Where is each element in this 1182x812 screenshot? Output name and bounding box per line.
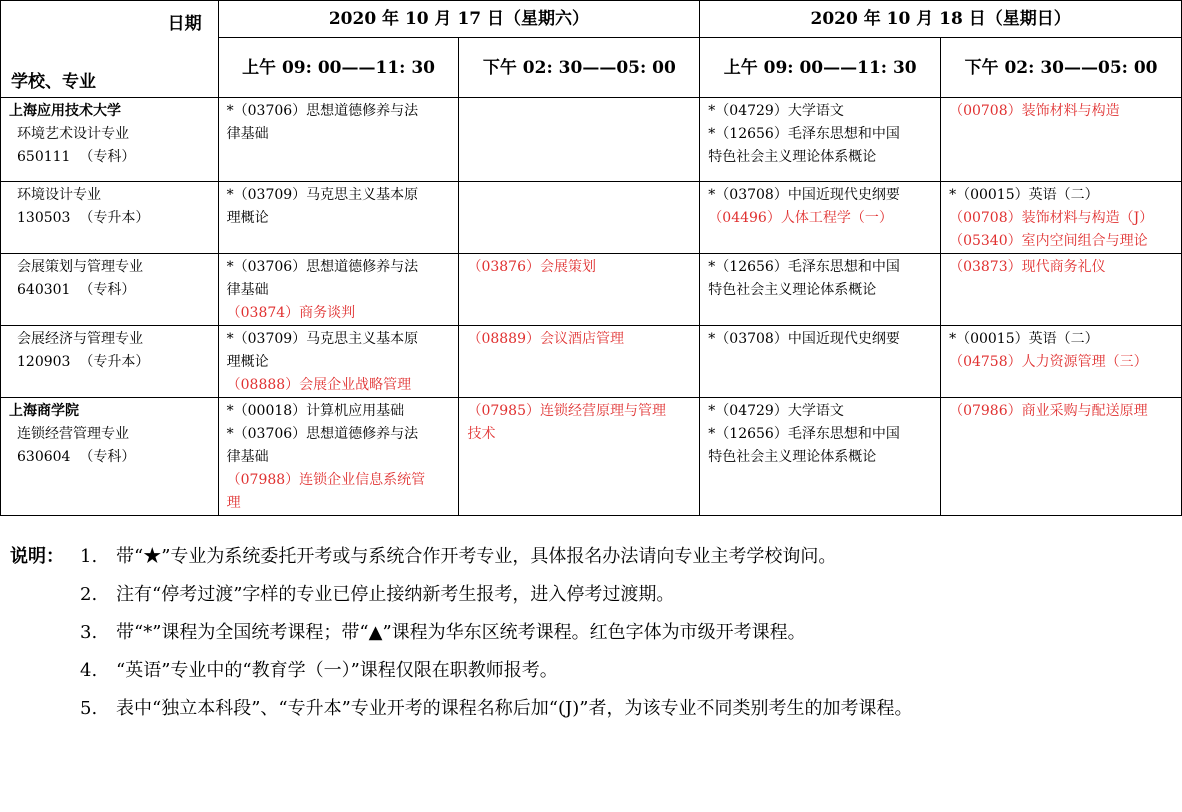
course-line: 理 [226, 495, 241, 511]
course-line: *（03706）思想道德修养与法 [226, 259, 419, 275]
course-line: 理概论 [226, 210, 269, 226]
major-code: 650111 （专科） [17, 149, 136, 165]
school-major-cell [1, 398, 219, 516]
major-name: 连锁经营管理专业 [17, 426, 129, 442]
schedule-cell-d1pm [459, 326, 700, 398]
schedule-cell-d2pm [941, 398, 1182, 516]
course-line: （00708）装饰材料与构造 [949, 103, 1120, 119]
course-line: *（04729）大学语文 [708, 103, 844, 119]
note-text: “英语”专业中的“教育学（一）”课程仅限在职教师报考。 [116, 660, 558, 681]
notes-section [10, 538, 912, 728]
course-line: （05340）室内空间组合与理论 [949, 233, 1148, 249]
course-line: *（03706）思想道德修养与法 [226, 103, 419, 119]
major-name: 环境设计专业 [17, 187, 101, 203]
note-number: 3. [80, 622, 98, 643]
day1-header: 2020 年 10 月 17 日（星期六） [218, 1, 700, 38]
notes-label: 说明： [10, 546, 64, 567]
course-line: 特色社会主义理论体系概论 [708, 149, 877, 165]
note-item [10, 652, 912, 690]
course-line: *（12656）毛泽东思想和中国 [708, 426, 900, 442]
major-code: 130503 （专升本） [17, 210, 150, 226]
course-line: （03873）现代商务礼仪 [949, 259, 1106, 275]
schedule-cell-d1pm [459, 254, 700, 326]
course-line: （08888）会展企业战略管理 [226, 377, 412, 393]
course-line: （00708）装饰材料与构造（J） [949, 210, 1154, 226]
table-row [1, 398, 1182, 516]
date-column-label: 日期 [167, 14, 202, 34]
schedule-cell-d2am [700, 182, 941, 254]
course-line: *（00018）计算机应用基础 [226, 403, 405, 419]
header-corner-cell [1, 1, 219, 98]
course-line: （04758）人力资源管理（三） [949, 354, 1148, 370]
schedule-cell-d1am [218, 182, 459, 254]
note-text: 表中“独立本科段”、“专升本”专业开考的课程名称后加“(J)”者，为该专业不同类别考生的加考课程。 [116, 698, 913, 719]
table-row [1, 182, 1182, 254]
major-name: 会展策划与管理专业 [17, 259, 143, 275]
course-line: 技术 [467, 426, 496, 442]
schedule-cell-d1pm [459, 182, 700, 254]
course-line: *（12656）毛泽东思想和中国 [708, 126, 900, 142]
schedule-cell-d1am [218, 398, 459, 516]
day2-header: 2020 年 10 月 18 日（星期日） [700, 1, 1182, 38]
school-major-column-label: 学校、专业 [11, 72, 96, 92]
schedule-cell-d2am [700, 398, 941, 516]
course-line: *（00015）英语（二） [949, 331, 1099, 347]
school-name: 上海应用技术大学 [9, 103, 121, 119]
schedule-cell-d2pm [941, 254, 1182, 326]
course-line: （08889）会议酒店管理 [467, 331, 624, 347]
major-code: 630604 （专科） [17, 449, 136, 465]
school-major-cell [1, 254, 219, 326]
course-line: *（00015）英语（二） [949, 187, 1099, 203]
table-row [1, 254, 1182, 326]
school-major-cell [1, 98, 219, 182]
school-name: 上海商学院 [9, 403, 79, 419]
major-code: 120903 （专升本） [17, 354, 150, 370]
note-text: 带“★”专业为系统委托开考或与系统合作开考专业，具体报名办法请向专业主考学校询问。 [116, 546, 837, 567]
course-line: *（03708）中国近现代史纲要 [708, 187, 900, 203]
header-row-days [1, 1, 1182, 38]
day1-am-header: 上午 09: 00——11: 30 [218, 38, 459, 98]
course-line: （07985）连锁经营原理与管理 [467, 403, 666, 419]
schedule-cell-d2am [700, 254, 941, 326]
course-line: 特色社会主义理论体系概论 [708, 282, 877, 298]
schedule-cell-d1am [218, 98, 459, 182]
note-item [10, 576, 912, 614]
major-name: 环境艺术设计专业 [17, 126, 129, 142]
course-line: 律基础 [226, 282, 269, 298]
schedule-cell-d2pm [941, 326, 1182, 398]
schedule-cell-d1pm [459, 398, 700, 516]
day2-pm-header: 下午 02: 30——05: 00 [941, 38, 1182, 98]
schedule-cell-d1am [218, 254, 459, 326]
course-line: *（03706）思想道德修养与法 [226, 426, 419, 442]
note-number: 4. [80, 660, 98, 681]
course-line: *（12656）毛泽东思想和中国 [708, 259, 900, 275]
schedule-cell-d2am [700, 326, 941, 398]
course-line: （03874）商务谈判 [226, 305, 356, 321]
table-row [1, 326, 1182, 398]
schedule-cell-d1am [218, 326, 459, 398]
note-number: 1. [80, 546, 98, 567]
course-line: *（03708）中国近现代史纲要 [708, 331, 900, 347]
schedule-cell-d2am [700, 98, 941, 182]
course-line: 律基础 [226, 126, 269, 142]
course-line: *（03709）马克思主义基本原 [226, 187, 419, 203]
course-line: 律基础 [226, 449, 269, 465]
schedule-cell-d2pm [941, 98, 1182, 182]
school-major-cell [1, 326, 219, 398]
school-major-cell [1, 182, 219, 254]
course-line: （04496）人体工程学（一） [708, 210, 893, 226]
note-number: 2. [80, 584, 98, 605]
note-item [10, 538, 912, 576]
note-item [10, 614, 912, 652]
note-text: 注有“停考过渡”字样的专业已停止接纳新考生报考，进入停考过渡期。 [116, 584, 675, 605]
note-text: 带“*”课程为全国统考课程；带“▲”课程为华东区统考课程。红色字体为市级开考课程。 [116, 622, 806, 643]
day1-pm-header: 下午 02: 30——05: 00 [459, 38, 700, 98]
course-line: 理概论 [226, 354, 269, 370]
course-line: *（03709）马克思主义基本原 [226, 331, 419, 347]
table-row [1, 98, 1182, 182]
note-number: 5. [80, 698, 98, 719]
major-code: 640301 （专科） [17, 282, 136, 298]
course-line: （03876）会展策划 [467, 259, 596, 275]
course-line: （07986）商业采购与配送原理 [949, 403, 1148, 419]
note-item [10, 690, 912, 728]
course-line: （07988）连锁企业信息系统管 [226, 472, 426, 488]
schedule-cell-d2pm [941, 182, 1182, 254]
schedule-cell-d1pm [459, 98, 700, 182]
course-line: *（04729）大学语文 [708, 403, 844, 419]
course-line: 特色社会主义理论体系概论 [708, 449, 877, 465]
major-name: 会展经济与管理专业 [17, 331, 143, 347]
day2-am-header: 上午 09: 00——11: 30 [700, 38, 941, 98]
